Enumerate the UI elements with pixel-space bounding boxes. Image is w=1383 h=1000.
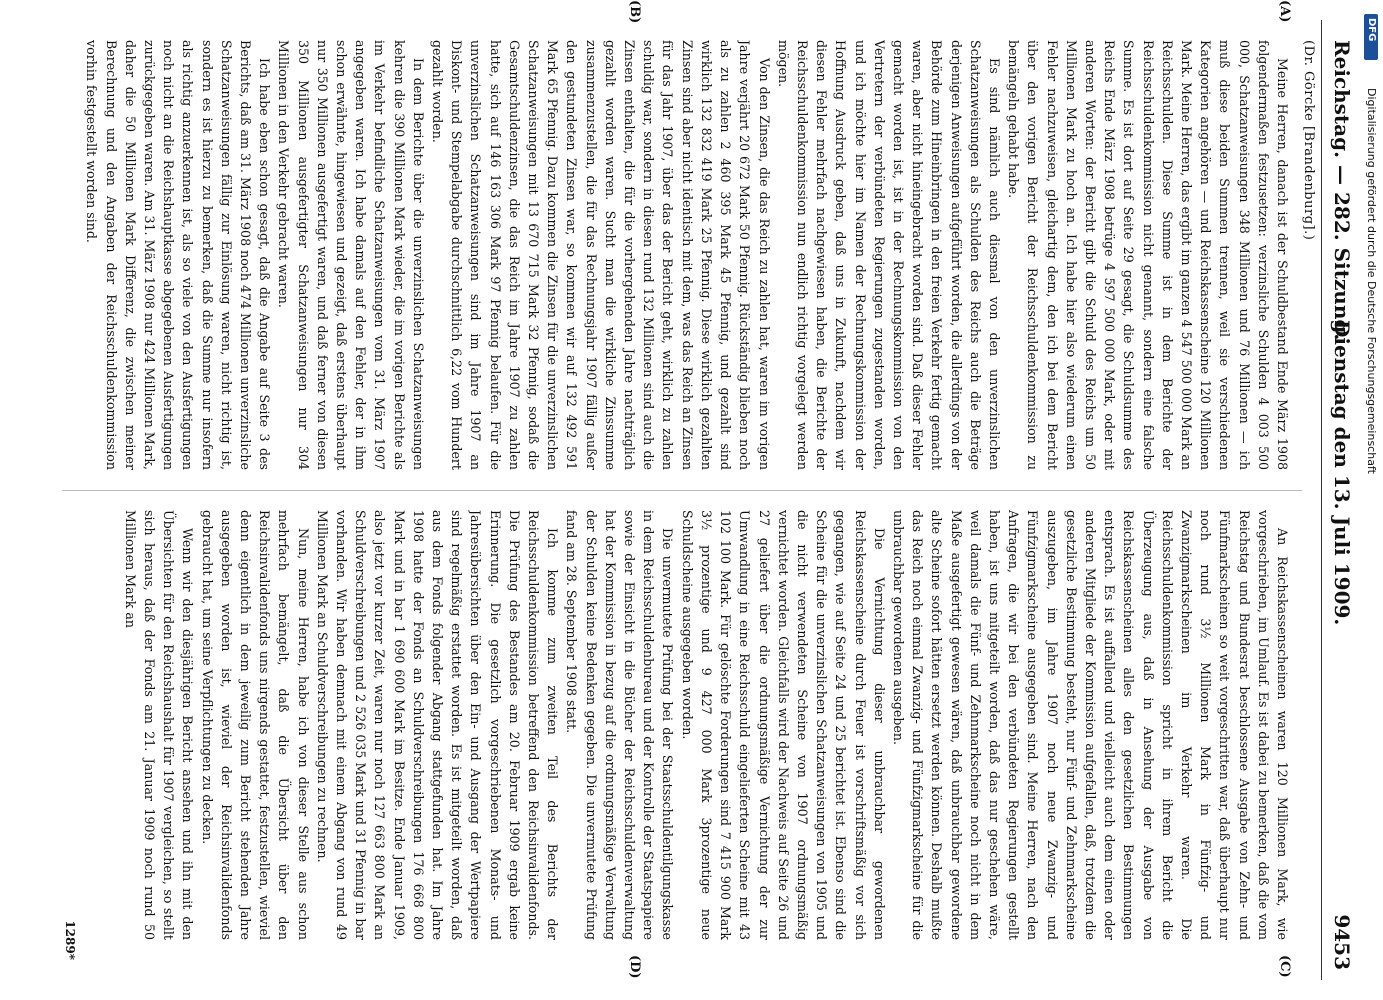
column-divider [62, 490, 1302, 491]
margin-marker-d: (D) [627, 955, 642, 979]
paragraph: Die unvermutete Prüfung bei der Staatsschuldentilgungskasse in dem Reichsschuldenbureau und der Kontrolle der Staatspapiere sowie der Einsicht in die Bücher der Reichsschuldenverwaltung hat der Kommission in bezug auf die ordnungsmäßige Verwaltung der Schulden keine Bedenken gegeben. Die unvermutete Prüfung fand am 28. September 1908 statt. [564, 510, 676, 940]
speaker-note: (Dr. Görcke [Brandenburg].) [1301, 40, 1316, 241]
paragraph: Nun, meine Herren, habe ich von dieser Stelle aus schon mehrfach bemängelt, daß die Übersicht über den Reichsinvalidenfonds uns nirgends gestattet, festzustellen, wieviel denn eigentlich in dem jeweilig zum Bericht stehenden Jahre ausgegeben worden ist, wieviel der Reichsinvalidenfonds gebraucht hat, um seine Verpflichtungen zu decken. [199, 510, 311, 940]
header-date: Dienstag den 13. Juli 1909. [1330, 320, 1354, 626]
paragraph: Meine Herren, danach ist der Schuldbestand Ende März 1908 folgendermaßen festzusetzen: verzinsliche Schulden 4 003 500 000, Schatzanweisungen 348 Millionen und 76 Millionen — ich muß diese beiden Summen trennen, weil sie verschiedenen Kategorien angehören — und Reichskassenscheine 120 Millionen Mark. Meine Herren, das ergibt im ganzen 4 547 500 000 Mark an Reichsschulden. Diese Summe ist in dem Berichte der Reichsschuldenkommission nicht genannt, sondern eine falsche Summe. Es ist dort auf Seite 29 gesagt, die Schuldsumme des Reichs Ende März 1908 betrüge 4 597 500 000 Mark, oder mit anderen Worten: der Bericht gibt die Schuld des Reichs um 50 Millionen Mark zu hoch an. Ich habe hier also wiederum einen Fehler nachzuweisen, gleichartig dem, den ich bei dem Bericht über den vorigen Bericht der Reichsschuldenkommission zu bemängeln gehabt habe. [1006, 40, 1290, 470]
paragraph: In dem Berichte über die unverzinslichen Schatzanweisungen kehren die 390 Millionen Mark wieder, die im vorigen Berichte als im Verkehr befindliche Schatzanweisungen vom 31. März 1907 angegeben waren. Ich habe damals auf den Fehler, der in ihm schon erwähnte, hingewiesen und gezeigt, daß erstens überhaupt nur 350 Millionen ausgefertigt waren, und daß ferner von diesen 350 Millionen ausgefertigter Schatzanweisungen nur 304 Millionen in den Verkehr gebracht waren. [276, 40, 426, 470]
footer-sheet-number: 1289* [63, 920, 77, 960]
paragraph: Es sind nämlich auch diesmal von den unverzinslichen Schatzanweisungen als Schulden des Reichs auch die Beträge derjenigen Anweisungen aufgeführt worden, die allerdings von der Behörde zum Hineinbringen in den freien Verkehr fertig gemacht waren, aber nicht hineingebracht worden sind. Daß dieser Fehler gemacht worden ist, ist in der Rechnungskommission von den Vertretern der verbündeten Regierungen zugestanden worden, und ich möchte hier im Namen der Rechnungskommission der Hoffnung Ausdruck geben, daß uns in Zukunft, nachdem wir diesen Fehler mehrfach nachgewiesen haben, die Berichte der Reichsschuldenkommission nun endlich richtig vorgelegt werden mögen. [775, 40, 1002, 470]
page-header [1321, 20, 1362, 980]
right-column [82, 510, 1292, 940]
margin-marker-c: (C) [1277, 955, 1292, 978]
margin-marker-a: (A) [1277, 0, 1292, 23]
paragraph: Wenn wir den diesjährigen Bericht ansehen und ihn mit den Übersichten für den Reichshaushalt für 1907 vergleichen, so stellt sich heraus, daß der Fonds am 21. Januar 1909 noch rund 50 Millionen Mark an [122, 510, 196, 940]
paragraph: An Reichskassenscheinen waren 120 Millionen Mark, wie vorgeschrieben, im Umlauf. Es ist dabei zu bemerken, daß die vom Reichstag und Bundesrat beschlossene Ausgabe von Zehn- und Fünfmarkscheinen so weit vorgeschritten war, daß überhaupt nur noch rund 3½ Millionen Mark in Fünfzig- und Zwanzigmarkscheinen im Verkehr waren. Die Reichsschuldenkommission spricht in ihrem Bericht die Überzeugung aus, daß in Ansehung der Ausgabe von Reichskassenscheinen alles den gesetzlichen Bestimmungen entsprach. Es ist auffallend und vielleicht auch dem einen oder anderen Mitgliede der Kommission aufgefallen, daß, trotzdem die gesetzliche Bestimmung besteht, nur Fünf- und Zehnmarkscheine auszugeben, im Jahre 1907 noch neue Zwanzig- und Fünfzigmarkscheine ausgegeben sind. Meine Herren, nach den Anfragen, die wir bei den verbündeten Regierungen gestellt haben, ist uns mitgeteilt worden, daß das nur geschehen wäre, weil damals die Fünf- und Zehnmarkscheine noch nicht in dem Maße ausgefertigt gewesen wären, daß unbrauchbar gewordene alte Scheine sofort hätten ersetzt werden können. Deshalb mußte das Reich noch einmal Zwanzig- und Fünfzigmarkscheine für die unbrauchbar gewordenen ausgeben. [890, 510, 1290, 940]
rotated-page [22, 0, 1362, 980]
margin-marker-b: (B) [627, 0, 642, 24]
digitization-credit-text: Digitalisierung gefördert durch die Deutsche Forschungsgemeinschaft [1365, 88, 1378, 474]
header-left: Reichstag. — 282. Sitzung. [1330, 40, 1354, 341]
page-number: 9453 [1330, 914, 1354, 970]
paragraph: Von den Zinsen, die das Reich zu zahlen hat, waren im vorigen Jahre verjährt 20 672 Mark 50 Pfennig. Rückständig blieben noch als zu zahlen 2 460 395 Mark 45 Pfennig, und gezahlt sind wirklich 132 832 419 Mark 25 Pfennig. Diese wirklich gezahlten Zinsen sind aber nicht identisch mit dem, was das Reich an Zinsen für das Jahr 1907, über das der Bericht geht, wirklich zu zahlen schuldig war, sondern in diesen rund 132 Millionen sind auch die Zinsen enthalten, die für die vorhergehenden Jahre nachträglich gezahlt worden waren. Sucht man die wirkliche Zinssumme zusammenzustellen, die für das Rechnungsjahr 1907 fällig außer den gestundeten Zinsen war, so kommen wir auf 132 492 591 Mark 65 Pfennig. Dazu kommen die Zinsen für die unverzinslichen Schatzanweisungen mit 13 670 715 Mark 32 Pfennig, sodaß die Gesamtschuldenzinsen, die das Reich im Jahre 1907 zu zahlen hatte, sich auf 146 163 306 Mark 97 Pfennig belaufen. Für die unverzinslichen Schatzanweisungen sind im Jahre 1907 an Diskont- und Stempelabgabe durchschnittlich 6,22 vom Hundert gezahlt worden. [430, 40, 772, 470]
digitization-credit [1362, 8, 1380, 998]
paragraph: Ich habe eben schon gesagt, daß die Angabe auf Seite 3 des Berichts, daß am 31. März 1908 noch 474 Millionen unverzinsliche Schatzanweisungen fällig zur Einlösung waren, nicht richtig ist, sondern es ist hierzu zu bemerken, daß die Summe nur insofern als richtig anzuerkennen ist, als so viele von den Ausfertigungen noch nicht an die Reichshauptkasse abgegebenen Ausfertigungen zurückgegeben waren. Am 31. März 1908 nur 424 Millionen Mark, daher die 50 Millionen Mark Differenz, die zwischen meiner Berechnung und den Angaben der Reichsschuldenkommission vorhin festgestellt worden sind. [84, 40, 273, 470]
paragraph: Die Vernichtung dieser unbrauchbar gewordenen Reichskassenscheine durch Feuer ist vorschriftsmäßig vor sich gegangen, wie auf Seite 24 und 25 berichtet ist. Ebenso sind die Scheine für die unverzinslichen Schatzanweisungen von 1905 und die nicht verwendeten Scheine von 1907 ordnungsmäßig vernichtet worden. Gleichfalls wird der Nachweis auf Seite 26 und 27 geliefert über die ordnungsmäßige Vernichtung der zur Umwandlung in eine Reichsschuld eingelieferten Scheine mit 43 102 100 Mark. Für gelöschte Forderungen sind 7 415 900 Mark 3½ prozentige und 9 427 000 Mark 3prozentige neue Schuldscheine ausgegeben worden. [679, 510, 887, 940]
left-column [82, 40, 1292, 470]
dfg-logo [1364, 14, 1378, 60]
paragraph: Ich komme zum zweiten Teil des Berichts der Reichsschuldenkommission betreffend den Reichsinvalidenfonds. Die Prüfung des Bestandes am 20. Februar 1909 ergab keine Erinnerung. Die gesetzlich vorgeschriebenen Monats- und Jahresübersichten über den Ein- und Ausgang der Wertpapiere sind regelmäßig erstattet worden. Es ist mitgeteilt worden, daß aus dem Fonds folgender Abgang stattgefunden hat. Im Jahre 1908 hatte der Fonds an Schuldverschreibungen 176 668 800 Mark und in bar 1 690 600 Mark im Besitze. Ende Januar 1909, also jetzt vor kurzer Zeit, waren nur noch 127 663 800 Mark an Schuldverschreibungen und 2 526 035 Mark und 31 Pfennig in bar vorhanden. Wir haben demnach mit einem Abgang von rund 49 Millionen Mark an Schuldverschreibungen zu rechnen. [314, 510, 561, 940]
dfg-logo-text: DFG [1366, 18, 1377, 42]
